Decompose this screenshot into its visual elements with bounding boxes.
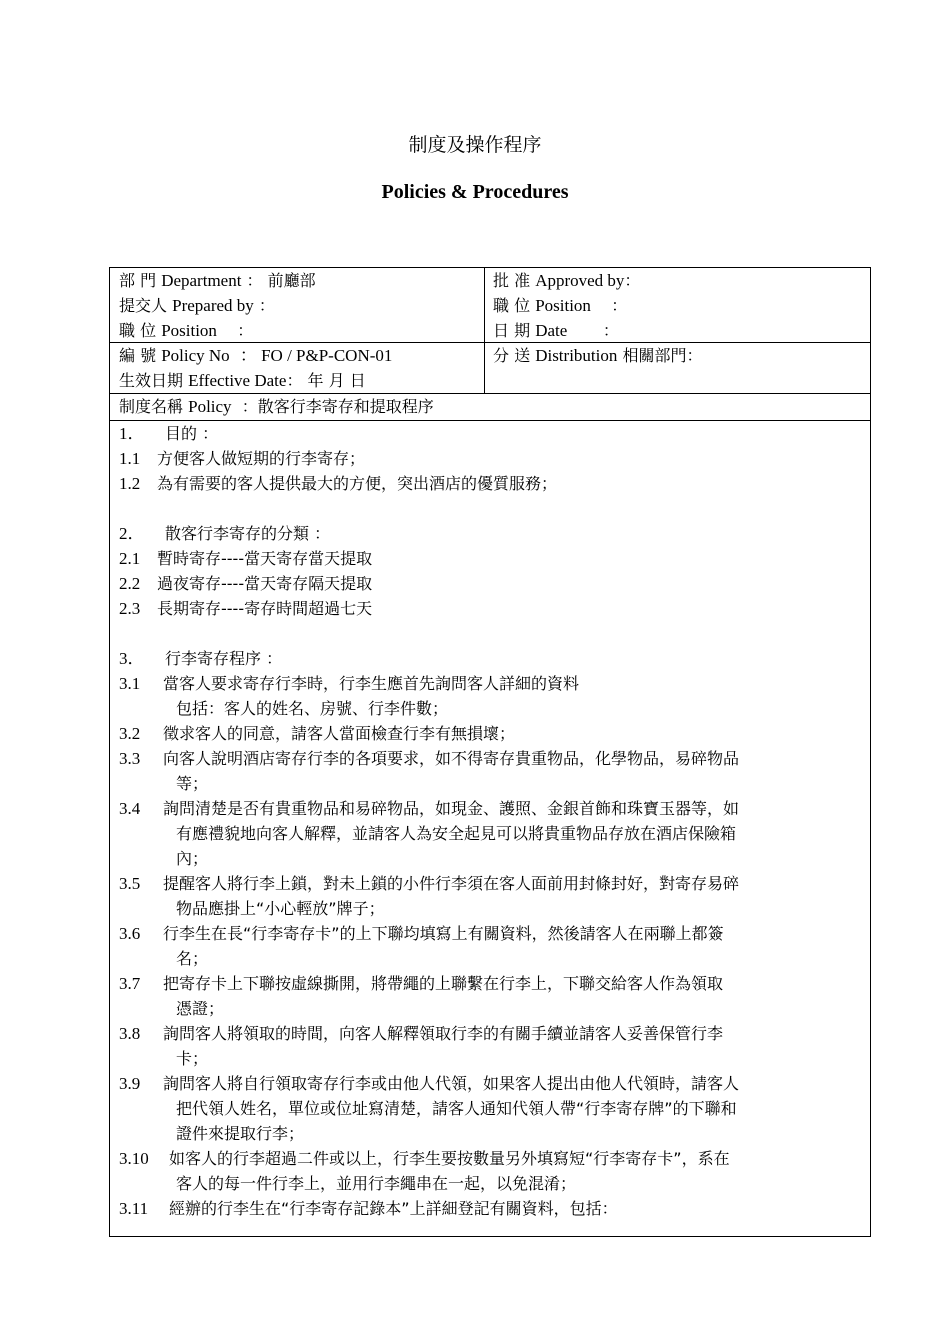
distribution-line: 分 送 Distribution 相關部門： <box>493 346 703 365</box>
list-item: 3.2 徵求客人的同意，請客人當面檢查行李有無損壞； <box>119 724 516 743</box>
page-title-english: Policies & Procedures <box>381 181 569 203</box>
list-item-continuation: 等； <box>176 774 209 793</box>
policy-document-table <box>109 267 871 1237</box>
department-line: 部 門 Department ： 前廳部 <box>119 271 316 290</box>
info-row-1 <box>110 268 870 343</box>
section-1-heading: 1． 目的 ： <box>119 424 219 443</box>
list-item: 3.5 提醒客人將行李上鎖，對未上鎖的小件行李須在客人面前用封條封好，對寄存易碎 <box>119 874 740 893</box>
list-item: 3.9 詢問客人將自行領取寄存行李或由他人代領，如果客人提出由他人代領時，請客人 <box>119 1074 740 1093</box>
effective-date-line: 生效日期 Effective Date： 年 月 日 <box>119 371 366 390</box>
policy-name-line: 制度名稱 Policy ：散客行李寄存和提取程序 <box>119 397 434 416</box>
date-line: 日 期 Date ： <box>493 321 619 340</box>
approved-by-line: 批 准 Approved by： <box>493 271 641 290</box>
approver-cell <box>485 268 870 342</box>
list-item-continuation: 憑證； <box>176 999 225 1018</box>
policy-name-row <box>110 394 870 421</box>
list-item: 1.1 方便客人做短期的行李寄存； <box>119 449 366 468</box>
list-item: 3.10 如客人的行李超過二件或以上，行李生要按數量另外填寫短“行李寄存卡”，系在 <box>119 1149 730 1168</box>
list-item-continuation: 把代領人姓名，單位或位址寫清楚，請客人通知代領人帶“行李寄存牌”的下聯和 <box>176 1099 737 1118</box>
preparer-cell <box>110 268 485 342</box>
list-item: 2.2 過夜寄存----當天寄存隔天提取 <box>119 574 373 593</box>
policy-body <box>110 421 870 1221</box>
policy-name-cell <box>110 394 870 420</box>
info-row-2 <box>110 343 870 394</box>
policy-number-cell <box>110 343 485 393</box>
list-item: 1.2 為有需要的客人提供最大的方便，突出酒店的優質服務； <box>119 474 558 493</box>
list-item: 3.7 把寄存卡上下聯按虛線撕開，將帶繩的上聯繫在行李上，下聯交給客人作為領取 <box>119 974 724 993</box>
list-item-continuation: 包括：客人的姓名、房號、行李件數； <box>176 699 449 718</box>
list-item: 2.1 暫時寄存----當天寄存當天提取 <box>119 549 373 568</box>
list-item-continuation: 名； <box>176 949 209 968</box>
list-item: 3.8 詢問客人將領取的時間，向客人解釋領取行李的有關手續並請客人妥善保管行李 <box>119 1024 724 1043</box>
list-item-continuation: 證件來提取行李； <box>176 1124 305 1143</box>
list-item: 3.6 行李生在長“行李寄存卡”的上下聯均填寫上有關資料，然後請客人在兩聯上都簽 <box>119 924 724 943</box>
page-title-chinese: 制度及操作程序 <box>408 134 542 156</box>
list-item: 3.4 詢問清楚是否有貴重物品和易碎物品，如現金、護照、金銀首飾和珠寶玉器等，如 <box>119 799 740 818</box>
list-item: 3.3 向客人說明酒店寄存行李的各項要求，如不得寄存貴重物品，化學物品，易碎物品 <box>119 749 740 768</box>
prepared-by-line: 提交人 Prepared by ： <box>119 296 275 315</box>
section-2-heading: 2． 散客行李寄存的分類 ： <box>119 524 331 543</box>
list-item-continuation: 有應禮貌地向客人解釋，並請客人為安全起見可以將貴重物品存放在酒店保險箱 <box>176 824 737 843</box>
position-line: 職 位 Position ： <box>119 321 254 340</box>
list-item: 2.3 長期寄存----寄存時間超過七天 <box>119 599 373 618</box>
distribution-cell <box>485 343 870 393</box>
list-item-continuation: 客人的每一件行李上，並用行李繩串在一起，以免混淆； <box>176 1174 577 1193</box>
list-item: 3.1 當客人要求寄存行李時，行李生應首先詢問客人詳細的資料 <box>119 674 580 693</box>
list-item-continuation: 內； <box>176 849 209 868</box>
approver-position-line: 職 位 Position ： <box>493 296 628 315</box>
policy-number-line: 編 號 Policy No ： FO / P&P-CON-01 <box>119 346 393 365</box>
list-item-continuation: 物品應掛上“小心輕放”牌子； <box>176 899 385 918</box>
section-3-heading: 3． 行李寄存程序 ： <box>119 649 283 668</box>
list-item-continuation: 卡； <box>176 1049 209 1068</box>
list-item: 3.11 經辦的行李生在“行李寄存記錄本”上詳細登記有關資料，包括： <box>119 1199 618 1218</box>
